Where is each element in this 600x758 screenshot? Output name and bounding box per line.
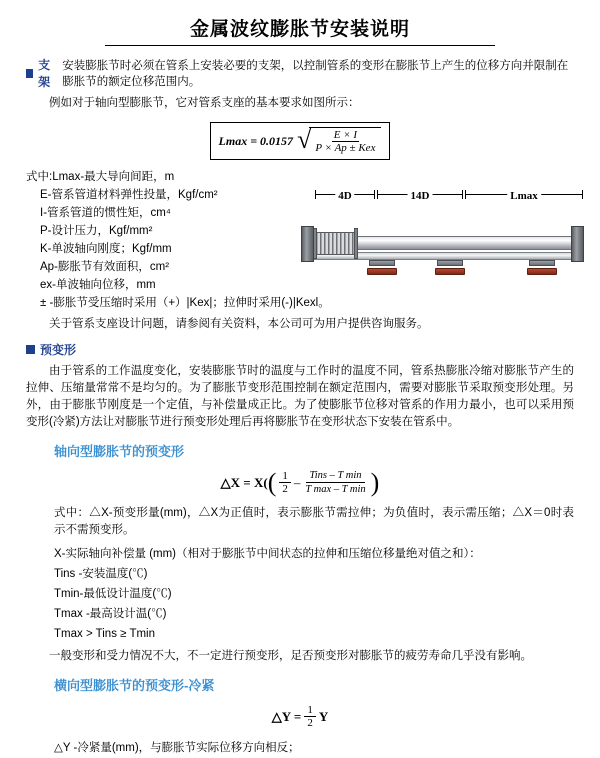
bracket-para1: 安装膨胀节时必须在管系上安装必要的支架，以控制管系的变形在膨胀节上产生的位移方向并限制在膨胀节的额定位移范围内。 xyxy=(62,60,569,88)
lateral-equation-rhs: Y xyxy=(318,708,329,724)
legend-and-drawing xyxy=(26,168,574,312)
bellows-expansion-joint xyxy=(315,232,355,255)
piping-diagram xyxy=(297,168,591,292)
flange-right xyxy=(354,228,358,259)
axial-temp-ratio: Tins – T min T max – T min xyxy=(305,470,366,495)
bracket-para3: 关于管系支座设计问题，请参阅有关资料，本公司可为用户提供咨询服务。 xyxy=(49,318,429,330)
axial-line-4: Tmax -最高设计温(℃) xyxy=(54,608,167,620)
section-heading-bracket xyxy=(26,56,574,90)
axial-line-5: Tmax > Tins ≥ Tmin xyxy=(54,628,155,640)
dimension-lmax-label: Lmax xyxy=(507,190,541,202)
lmax-numerator: E × I xyxy=(333,129,358,141)
anchor-support xyxy=(301,226,314,262)
legend-item: P-设计压力，Kgf/mm² xyxy=(40,225,153,237)
legend-item: K-单波轴向刚度；Kgf/mm xyxy=(40,243,172,255)
legend-item: ex-单波轴向位移，mm xyxy=(40,279,156,291)
title-divider xyxy=(105,45,495,46)
axial-minus: – xyxy=(293,474,301,490)
legend-item: I-管系管道的惯性矩，cm⁴ xyxy=(40,207,171,219)
formula-legend xyxy=(26,168,330,312)
axial-note: 一般变形和受力情况不大，不一定进行预变形，足否预变形对膨胀节的疲劳寿命几乎没有影响。 xyxy=(49,650,532,662)
dimension-4d-label: 4D xyxy=(335,190,354,202)
legend-item: 式中:Lmax-最大导向间距，m xyxy=(26,171,175,183)
section-heading-bracket-label: 支架 xyxy=(38,58,51,89)
section-heading-predeform xyxy=(26,341,574,358)
dimension-14d xyxy=(377,190,463,202)
dimension-lmax xyxy=(465,190,583,202)
axial-line-0: 式中：△X-预变形量(mm)，△X为正值时，表示膨胀节需拉伸；为负值时，表示需压缩；△X＝0时表示不需预变形。 xyxy=(54,507,574,536)
axial-line-2: Tins -安装温度(℃) xyxy=(54,568,148,580)
axial-line-1: X-实际轴向补偿量 (mm)（相对于膨胀节中间状态的拉伸和压缩位移量绝对值之和）： xyxy=(54,548,481,560)
lmax-formula-lhs: Lmax = 0.0157 xyxy=(218,133,294,148)
lateral-half-fraction: $\frac{1}{2}$ xyxy=(304,704,316,729)
axial-equation-lhs: △X = X( xyxy=(220,474,268,490)
section-heading-predeform-label: 预变形 xyxy=(40,343,77,357)
dimension-4d xyxy=(315,190,375,202)
paren-close: ) xyxy=(370,467,380,497)
bullet-square-icon xyxy=(26,345,35,354)
axial-line-3: Tmin-最低设计温度(℃) xyxy=(54,588,172,600)
lateral-equation xyxy=(26,704,574,729)
sqrt-symbol: √ $\frac{E \times I}{\text{P × Ap ± Kex}}$ xyxy=(297,127,381,155)
bracket-para2: 例如对于轴向型膨胀节，它对管系支座的基本要求如图所示： xyxy=(49,97,360,109)
guide-support xyxy=(529,260,555,276)
legend-item: Ap-膨胀节有效面积，cm² xyxy=(40,261,170,273)
subheading-axial: 轴向型膨胀节的预变形 xyxy=(54,444,185,459)
lmax-formula xyxy=(26,122,574,160)
paren-open: ( xyxy=(267,467,277,497)
anchor-support xyxy=(571,226,584,262)
pipe-assembly xyxy=(297,206,591,286)
dimension-row xyxy=(315,182,587,206)
document-body xyxy=(0,56,600,758)
document-page xyxy=(0,14,600,754)
guide-support xyxy=(437,260,463,276)
predeform-para1: 由于管系的工作温度变化，安装膨胀节时的温度与工作时的温度不同，管系热膨胀冷缩对膨胀节产生的拉伸、压缩量常常不是均匀的。为了膨胀节变形范围控制在额定范围内，需要对膨胀节采取预变形处理。另外，由于膨胀节刚度是一个定值，与补偿量成正比。为了使膨胀节位移对管系的作用力最小，也可以采用预变形(冷紧)方法让对膨胀节进行预变形处理后再将膨胀节在变形状态下安装在管系中。 xyxy=(26,365,574,428)
lateral-line-0: △Y -冷紧量(mm)，与膨胀节实际位移方向相反； xyxy=(54,742,300,754)
dimension-14d-label: 14D xyxy=(408,190,433,202)
axial-equation xyxy=(26,467,574,497)
lmax-denominator: P × Ap ± Kex xyxy=(315,142,376,154)
page-title: 金属波纹膨胀节安装说明 xyxy=(189,19,410,40)
subheading-lateral: 横向型膨胀节的预变形-冷紧 xyxy=(54,678,215,693)
bullet-square-icon xyxy=(26,69,33,78)
lateral-equation-lhs: △Y = xyxy=(271,708,302,724)
legend-item: E-管系管道材料弹性投量，Kgf/cm² xyxy=(40,189,218,201)
legend-item: ± -膨胀节受压缩时采用（+）|Kex|；拉伸时采用(-)|Kexl。 xyxy=(40,297,330,309)
axial-half-fraction: 1 2 xyxy=(279,470,291,495)
guide-support xyxy=(369,260,395,276)
